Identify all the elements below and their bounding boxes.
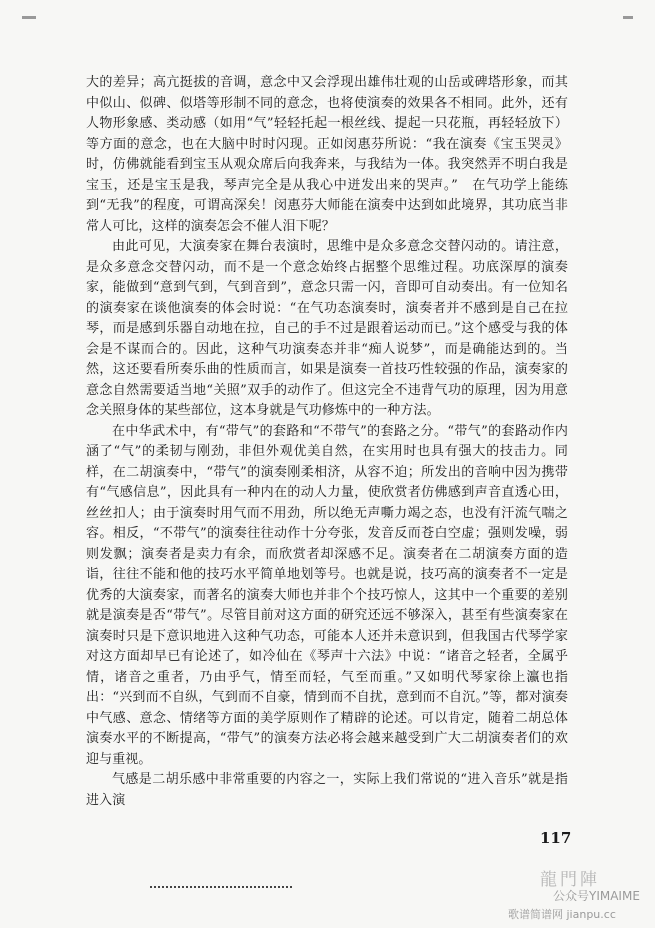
page-number: 117 <box>540 829 572 847</box>
watermark-site: 歌谱简谱网 jianpu.cc <box>508 908 616 921</box>
paragraph-2: 由此可见，大演奏家在舞台表演时，思维中是众多意念交替闪动的。请注意，是众多意念交替闪动，而不是一个意念始终占据整个思维过程。功底深厚的演奏家，能做到“意到气到，气到音到”，意念只需一闪，音即可自动奏出。有一位知名的演奏家在谈他演奏的体会时说：“在气功态演奏时，演奏者并不感到是自己在拉琴，而是感到乐器自动地在拉，自己的手不过是跟着运动而已。”这个感受与我的体会是不谋而合的。因此，这种气功演奏态并非“痴人说梦”，而是确能达到的。当然，这还要看所奏乐曲的性质而言，如果是演奏一首技巧性较强的作品，演奏家的意念自然需要适当地“关照”双手的动作了。但这完全不违背气功的原理，因为用意念关照身体的某些部位，这本身就是气功修炼中的一种方法。 <box>86 239 568 418</box>
paragraph-1: 大的差异；高亢挺拔的音调，意念中又会浮现出雄伟壮观的山岳或碑塔形象，而其中似山、似碑、似塔等形制不同的意念，也将使演奏的效果各不相同。此外，还有人物形象感、类动感（如用“气”轻轻托起一根丝线、提起一只花瓶，再轻轻放下）等方面的意念，也在大脑中时时闪现。正如闵惠芬所说：“我在演奏《宝玉哭灵》时，仿佛就能看到宝玉从观众席后向我奔来，与我结为一体。我突然弄不明白我是宝玉，还是宝玉是我，琴声完全是从我心中迸发出来的哭声。” 在气功学上能练到“无我”的程度，可谓高深矣！闵惠芬大师能在演奏中达到如此境界，其功底当非常人可比，这样的演奏怎会不催人泪下呢？ <box>86 75 568 234</box>
body-text <box>86 73 568 811</box>
paragraph-3: 在中华武术中，有“带气”的套路和“不带气”的套路之分。“带气”的套路动作内涵了“气”的柔韧与刚劲，非但外观优美自然，在实用时也具有强大的技击力。同样，在二胡演奏中，“带气”的演奏刚柔相济，从容不迫；所发出的音响中因为携带有“气感信息”，因此具有一种内在的动人力量，使欣赏者仿佛感到声音直透心田，丝丝扣人；由于演奏时用气而不用劲，所以绝无声嘶力竭之态，也没有汗流气喘之容。相反，“不带气”的演奏往往动作十分夸张，发音反而苍白空虚；强则发噪，弱则发飘；演奏者是卖力有余，而欣赏者却深感不足。演奏者在二胡演奏方面的造诣，往往不能和他的技巧水平简单地划等号。也就是说，技巧高的演奏者不一定是优秀的大演奏家，而著名的演奏大师也并非个个技巧惊人，这其中一个重要的差别就是演奏是否“带气”。尽管目前对这方面的研究还远不够深入，甚至有些演奏家在演奏时只是下意识地进入这种气功态，可能本人还并未意识到，但我国古代琴学家对这方面却早已有论述了，如冷仙在《琴声十六法》中说：“诸音之轻者，全属乎情，诸音之重者，乃由乎气，情至而轻，气至而重。”又如明代琴家徐上瀛也指出：“兴到而不自纵，气到而不自豪，情到而不自扰，意到而不自沉。”等，都对演奏中气感、意念、情绪等方面的美学原则作了精辟的论述。可以肯定，随着二胡总体演奏水平的不断提高，“带气”的演奏方法必将会越来越受到广大二胡演奏者们的欢迎与重视。 <box>86 423 568 767</box>
scan-mark-right <box>623 16 633 19</box>
watermark-brand: 龍門陣 <box>540 870 600 890</box>
scan-mark-left <box>22 16 36 19</box>
bottom-divider <box>150 886 292 888</box>
paragraph-4: 气感是二胡乐感中非常重要的内容之一，实际上我们常说的“进入音乐”就是指进入演 <box>86 772 568 808</box>
watermark-account: 公众号YIMAIME <box>553 889 640 903</box>
